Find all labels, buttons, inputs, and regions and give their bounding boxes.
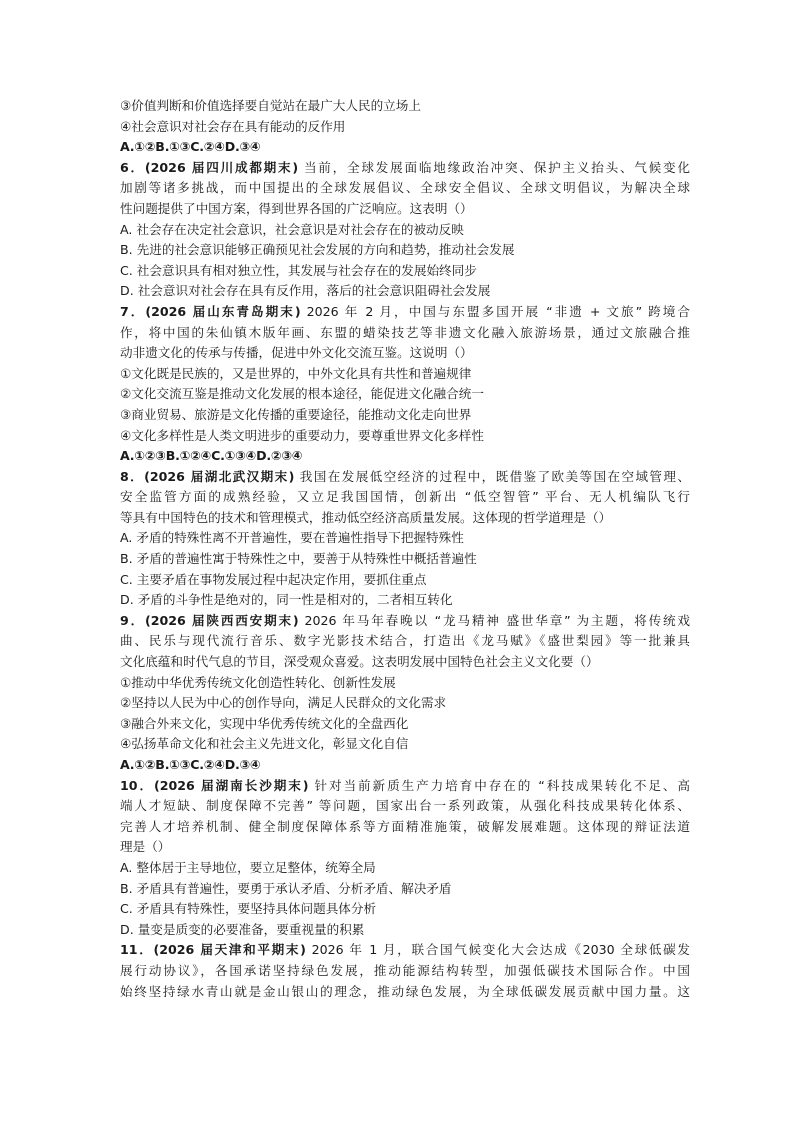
question-text-line: 完善人才培养机制、健全制度保障体系等方面精准施策，破解发展难题。这体现的辩证法道 [120, 818, 690, 834]
option-line: A. 整体居于主导地位，要立足整体，统筹全局 [120, 859, 376, 875]
answer-choices: A.①②③B.①②④C.①③④D.②③④ [120, 448, 303, 464]
question-text-line: 始终坚持绿水青山就是金山银山的理念，推动绿色发展，为全球低碳发展贡献中国力量。这 [120, 983, 690, 999]
question-number: 11． [120, 942, 154, 958]
option-line: B. 矛盾的普遍性寓于特殊性之中，要善于从特殊性中概括普遍性 [120, 551, 477, 567]
question-source: (2026 届陕西西安期末) [145, 612, 299, 628]
option-line: ②文化交流互鉴是推动文化发展的根本途径，能促进文化融合统一 [120, 386, 484, 402]
question-stem-line [120, 611, 690, 632]
question-text-line: 作，将中国的朱仙镇木版年画、东盟的蜡染技艺等非遗文化融入旅游场景，通过文旅融合推 [120, 324, 690, 340]
option-line: ③价值判断和价值选择要自觉站在最广大人民的立场上 [120, 98, 421, 113]
question-text: 2026 年 1 月，联合国气候变化大会达成《2030 全球低碳发 [305, 942, 690, 958]
option-line: 文化底蕴和时代气息的节目，深受观众喜爱。这表明发展中国特色社会主义文化要（） [120, 654, 599, 670]
option-line: ④文化多样性是人类文明进步的重要动力，要尊重世界文化多样性 [120, 427, 484, 443]
option-line: 理是（） [120, 839, 171, 855]
question-text-line: 端人才短缺、制度保障不完善” 等问题，国家出台一系列政策，从强化科技成果转化体系、 [120, 798, 690, 814]
answer-choices: A.①②B.①③C.②④D.③④ [120, 139, 261, 155]
document-page [120, 96, 690, 1002]
option-line: ③商业贸易、旅游是文化传播的重要途径，能推动文化走向世界 [120, 406, 472, 422]
question-text: 2026 年 2 月，中国与东盟多国开展 “非遗 + 文旅” 跨境合 [300, 303, 690, 319]
answer-choices: A.①②B.①③C.②④D.③④ [120, 757, 261, 772]
option-line: A. 矛盾的特殊性离不开普遍性，要在普遍性指导下把握特殊性 [120, 530, 464, 546]
option-line: 性问题提供了中国方案，得到世界各国的广泛响应。这表明（） [120, 200, 473, 216]
question-text-line: 加剧等诸多挑战，而中国提出的全球发展倡议、全球安全倡议、全球文明倡议，为解决全球 [120, 180, 690, 196]
question-stem-line [120, 302, 690, 323]
option-line: 等具有中国特色的技术和管理模式，推动低空经济高质量发展。这体现的哲学道理是（） [120, 509, 612, 525]
question-number: 6． [120, 159, 145, 175]
question-source: (2026 届湖南长沙期末) [153, 777, 309, 793]
option-line: B. 先进的社会意识能够正确预见社会发展的方向和趋势，推动社会发展 [120, 242, 515, 258]
question-stem-line [120, 467, 690, 488]
question-number: 8． [120, 468, 145, 484]
question-number: 10． [120, 777, 154, 793]
option-line: A. 社会存在决定社会意识，社会意识是对社会存在的被动反映 [120, 221, 464, 237]
question-number: 7． [120, 303, 146, 319]
option-line: C. 主要矛盾在事物发展过程中起决定作用，要抓住重点 [120, 571, 427, 587]
question-stem-line [120, 158, 690, 179]
question-source: (2026 届天津和平期末) [153, 942, 306, 958]
question-text: 我国在发展低空经济的过程中，既借鉴了欧美等国在空域管理、 [294, 468, 690, 484]
option-line: ①推动中华优秀传统文化创造性转化、创新性发展 [120, 674, 396, 690]
question-source: (2026 届山东青岛期末) [145, 303, 301, 319]
option-line: ③融合外来文化，实现中华优秀传统文化的全盘西化 [120, 715, 409, 731]
option-line: ①文化既是民族的，又是世界的，中外文化具有共性和普遍规律 [120, 365, 472, 381]
question-text: 当前，全球发展面临地缘政治冲突、保护主义抬头、气候变化 [298, 159, 690, 175]
option-line: D. 矛盾的斗争性是绝对的，同一性是相对的，二者相互转化 [120, 592, 453, 608]
question-text: 针对当前新质生产力培育中存在的 “科技成果转化不足、高 [308, 777, 690, 793]
question-text-line: 安全监管方面的成熟经验，又立足我国国情，创新出 “低空智管” 平台、无人机编队飞行 [120, 489, 690, 505]
option-line: ④社会意识对社会存在具有能动的反作用 [120, 118, 346, 134]
option-line: C. 矛盾具有特殊性，要坚持具体问题具体分析 [120, 901, 377, 917]
question-stem-line [120, 776, 690, 797]
option-line: C. 社会意识具有相对独立性，其发展与社会存在的发展始终同步 [120, 262, 477, 278]
question-number: 9． [120, 612, 145, 628]
question-text-line: 展行动协议》，各国承诺坚持绿色发展，推动能源结构转型，加强低碳技术国际合作。中国 [120, 962, 690, 978]
option-line: B. 矛盾具有普遍性，要勇于承认矛盾、分析矛盾、解决矛盾 [120, 880, 452, 896]
option-line: ④弘扬革命文化和社会主义先进文化，彰显文化自信 [120, 736, 409, 752]
option-line: D. 量变是质变的必要准备，要重视量的积累 [120, 921, 365, 937]
question-text-line: 曲、民乐与现代流行音乐、数字光影技术结合，打造出《龙马赋》《盛世梨园》等一批兼具 [120, 633, 690, 649]
question-stem-line [120, 940, 690, 961]
option-line: D. 社会意识对社会存在具有反作用，落后的社会意识阻碍社会发展 [120, 283, 491, 299]
option-line: ②坚持以人民为中心的创作导向，满足人民群众的文化需求 [120, 695, 447, 711]
question-source: (2026 届湖北武汉期末) [144, 468, 295, 484]
question-text: 2026 年马年春晚以 “龙马精神 盛世华章” 为主题，将传统戏 [298, 612, 690, 628]
question-source: (2026 届四川成都期末) [144, 159, 299, 175]
option-line: 动非遗文化的传承与传播，促进中外文化交流互鉴。这说明（） [120, 345, 473, 361]
